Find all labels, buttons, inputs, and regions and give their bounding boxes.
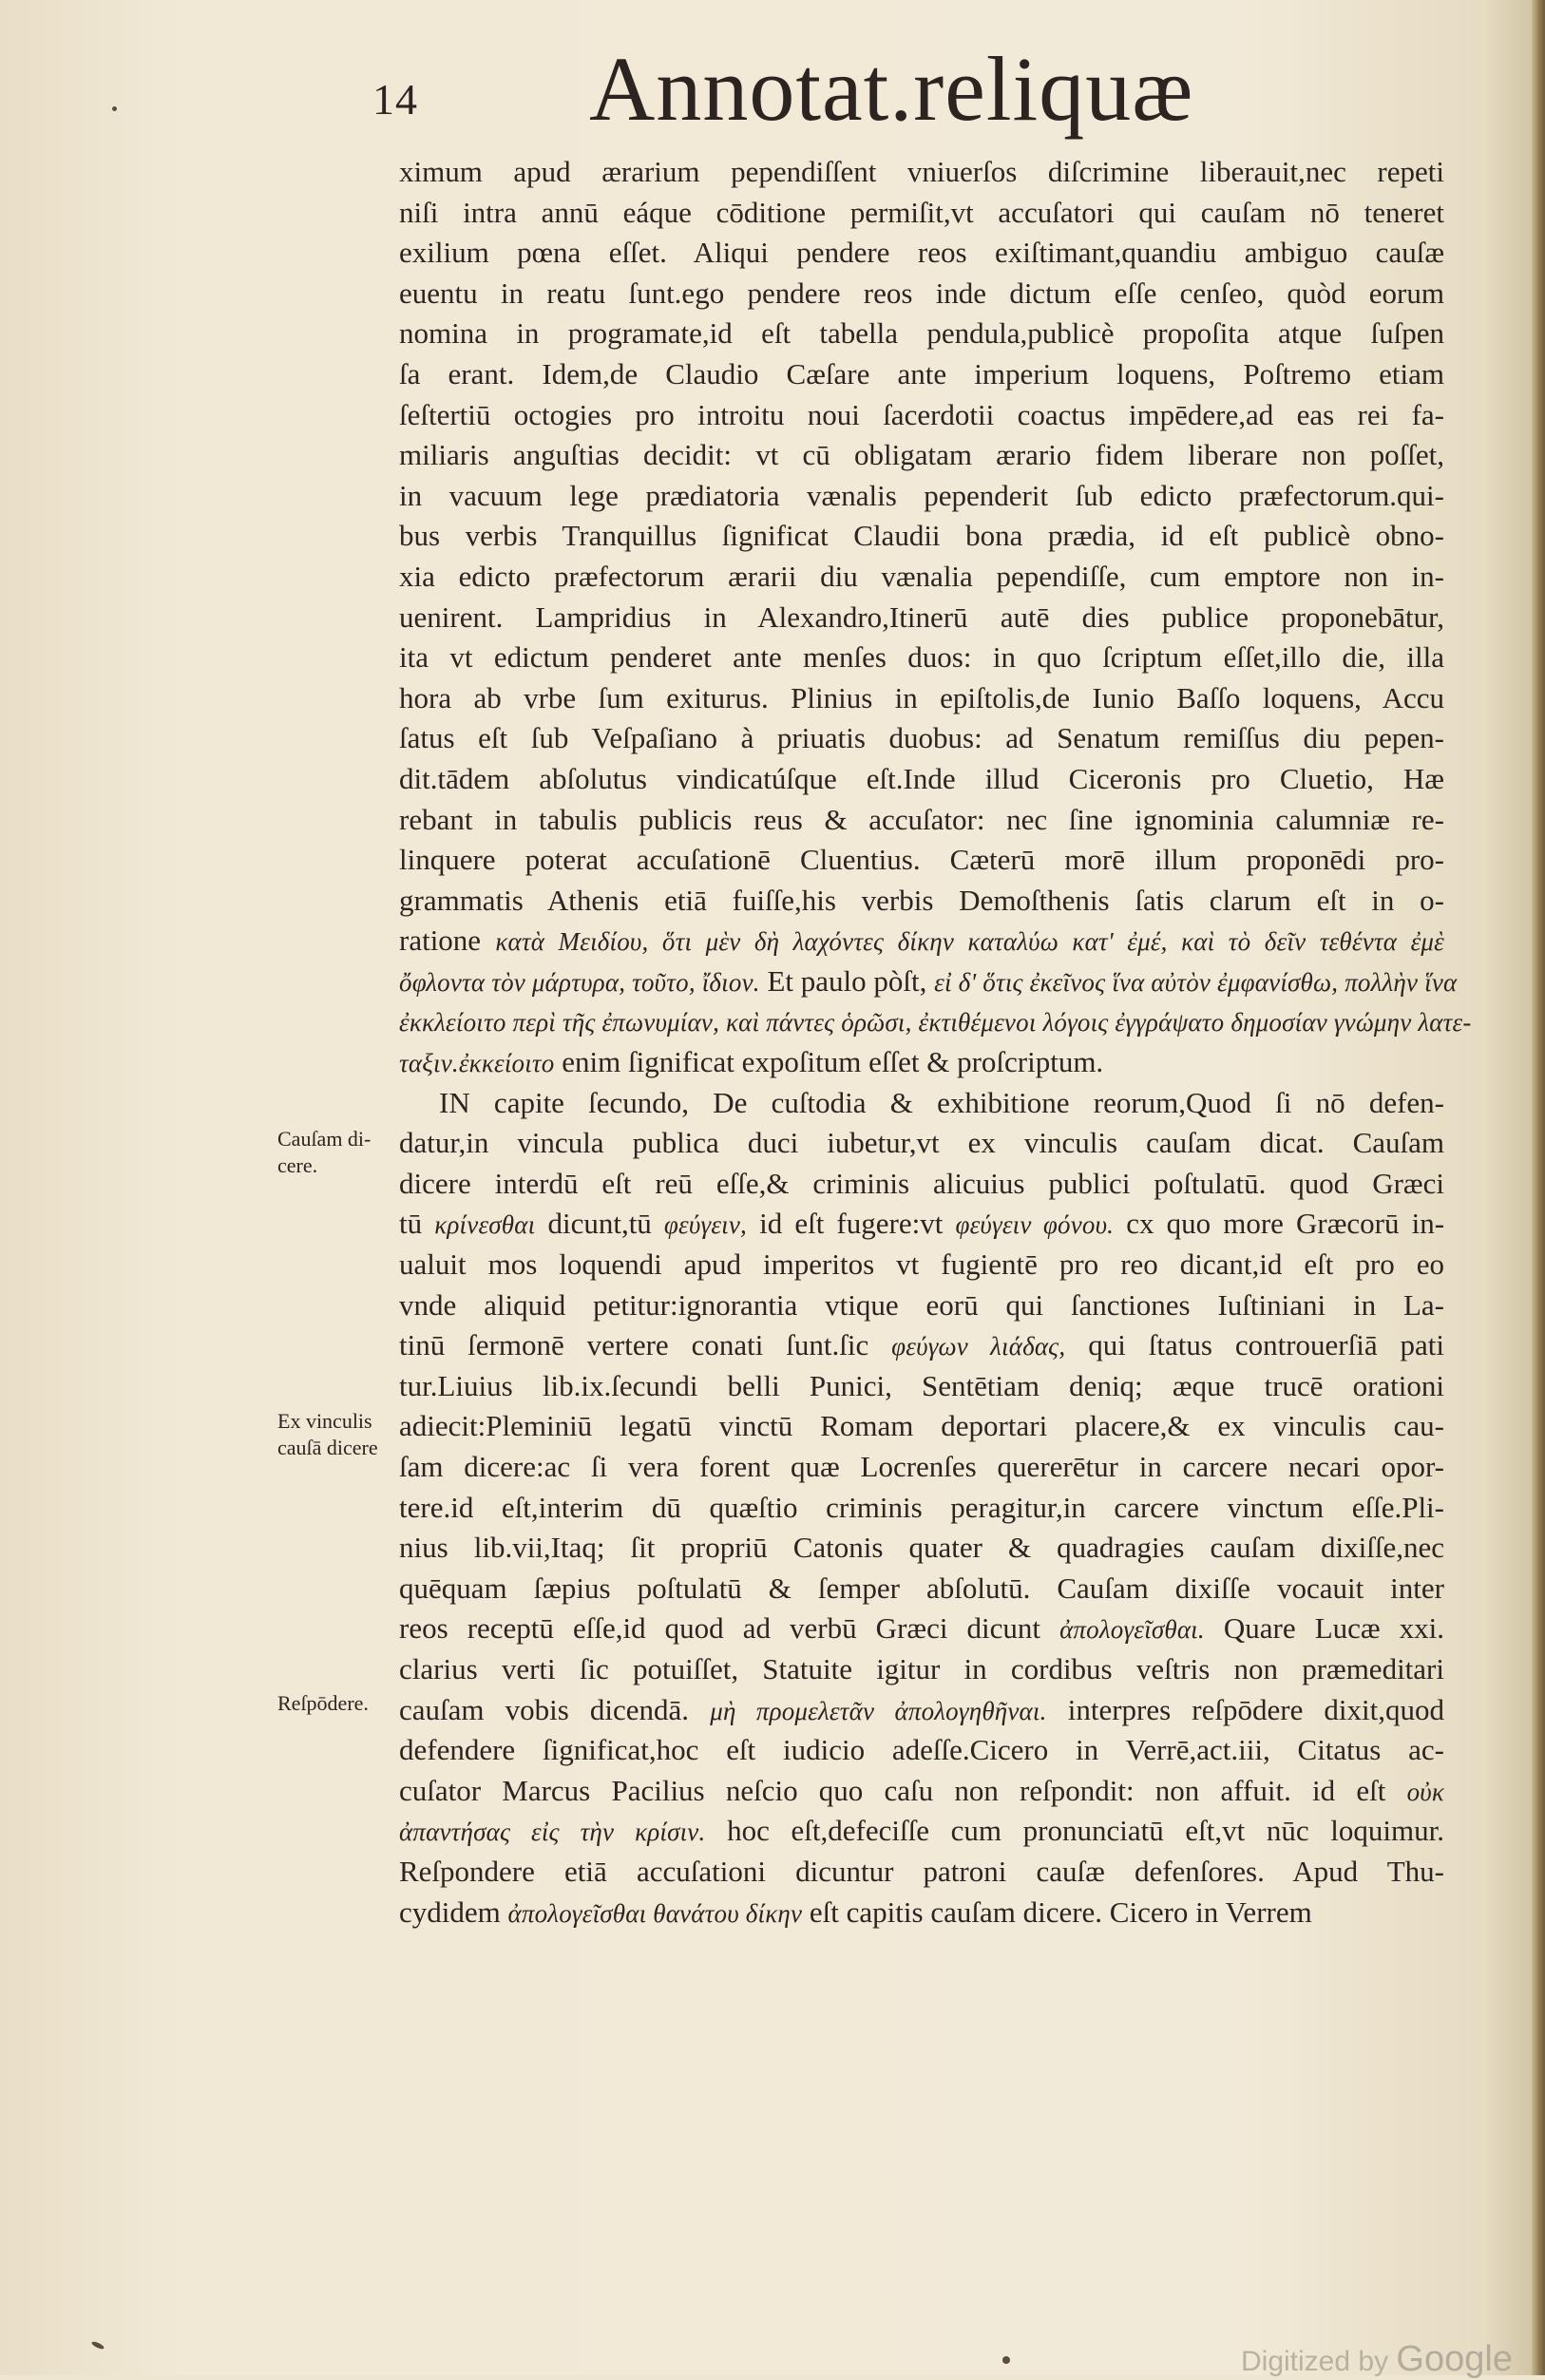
margin-note-line: Reſpōdere. <box>277 1691 369 1715</box>
latin-text: ſam dicere:ac ſi vera forent quæ Locrenſes quererētur in carcere necari opor- <box>399 1450 1444 1483</box>
latin-text: dit.tādem abſolutus vindicatúſque eſt.Inde illud Ciceronis pro Cluetio, Hæ <box>399 761 1444 795</box>
latin-text: IN capite ſecundo, De cuſtodia & exhibitione reorum,Quod ſi nō defen- <box>439 1085 1444 1119</box>
latin-text: ximum apud ærarium pependiſſent vniuerſos diſcrimine liberauit,nec repeti <box>399 155 1444 188</box>
latin-text: hora ab vrbe ſum exiturus. Plinius in epiſtolis,de Iunio Baſſo loquens, Accu <box>399 680 1444 714</box>
body-text <box>399 152 1472 1933</box>
text-line <box>399 1609 1444 1649</box>
text-line <box>399 638 1444 678</box>
latin-text: niſi intra annū eáque cōditione permiſit,vt accuſatori qui cauſam nō teneret <box>399 195 1444 229</box>
text-line <box>399 476 1444 517</box>
latin-text: eſt capitis cauſam dicere. Cicero in Verrem <box>809 1894 1312 1929</box>
latin-text: linquere poterat accuſationē Cluentius. Cæterū morē illum proponēdi pro- <box>399 843 1444 877</box>
greek-quotation: εἰ δ' ὅτις ἐκεῖνος ἵνα αὐτὸν ἐμφανίσθω, πολλὴν ἵνα <box>934 967 1458 997</box>
margin-note-ex-vinculis <box>277 1408 401 1461</box>
latin-text: qui ſtatus controuerſiā pati <box>1088 1328 1444 1362</box>
latin-text: dicere interdū eſt reū eſſe,& criminis alicuius publici poſtulatū. quod Græci <box>399 1166 1444 1200</box>
latin-text: hoc eſt,defeciſſe cum pronunciatū eſt,vt nūc loquimur. <box>727 1814 1445 1848</box>
text-line <box>399 1042 1444 1083</box>
text-line <box>399 1325 1444 1366</box>
latin-text: tū <box>399 1207 423 1241</box>
margin-note-line: cere. <box>277 1153 318 1177</box>
text-line <box>399 921 1444 962</box>
greek-quotation: ἀπολογεῖσθαι θανάτου δίκην <box>507 1898 803 1928</box>
latin-text: clarius verti ſic potuiſſet, Statuite igitur in cordibus veſtris non præmeditari <box>399 1651 1444 1685</box>
digitization-watermark <box>1241 2339 1513 2380</box>
latin-text: ſa erant. Idem,de Claudio Cæſare ante imperium loquens, Poſtremo etiam <box>399 356 1444 390</box>
text-line <box>399 193 1444 234</box>
text-line <box>399 314 1444 354</box>
text-line <box>399 759 1444 800</box>
greek-quotation: ὄφλοντα τὸν μάρτυρα, τοῦτο, ἴδιον. <box>399 967 760 997</box>
text-line <box>399 1730 1444 1771</box>
margin-note-line: Cauſam di- <box>277 1127 372 1151</box>
latin-text: ſeſtertiū octogies pro introitu noui ſacerdotii coactus impēdere,ad eas rei fa- <box>399 397 1444 431</box>
latin-text: cuſator Marcus Pacilius neſcio quo caſu non reſpondit: non affuit. id eſt <box>399 1773 1386 1807</box>
text-line <box>399 1123 1444 1164</box>
text-line <box>399 1488 1444 1529</box>
latin-text: id eſt fugere:vt <box>759 1207 944 1241</box>
latin-text: nius lib.vii,Itaq; ſit propriū Catonis quater & quadragies cauſam dixiſſe,nec <box>399 1531 1444 1565</box>
latin-text: quēquam ſæpius poſtulatū & ſemper abſolutū. Cauſam dixiſſe vocauit inter <box>399 1571 1444 1605</box>
text-line <box>399 1204 1444 1245</box>
latin-text: miliaris anguſtias decidit: vt cū obligatam ærario fidem liberare non poſſet, <box>399 438 1444 472</box>
text-line <box>399 881 1444 922</box>
latin-text: cauſam vobis dicendā. <box>399 1692 690 1726</box>
page-header <box>361 36 1254 141</box>
text-line <box>399 1690 1444 1731</box>
latin-text: cx quo more Græcorū in- <box>1126 1207 1445 1241</box>
latin-text: enim ſignificat expoſitum eſſet & proſcriptum. <box>562 1045 1104 1079</box>
latin-text: euentu in reatu ſunt.ego pendere reos inde dictum eſſe cenſeo, quòd eorum <box>399 276 1444 310</box>
latin-text: tinū ſermonē vertere conati ſunt.ſic <box>399 1328 869 1362</box>
ink-speck <box>112 106 117 111</box>
latin-text: dicunt,tū <box>547 1207 652 1241</box>
latin-text: bus verbis Tranquillus ſignificat Claudii bona prædia, id eſt publicè obno- <box>399 519 1444 553</box>
latin-text: ratione <box>399 923 482 958</box>
google-logo: Google <box>1396 2339 1513 2379</box>
latin-text: tur.Liuius lib.ix.ſecundi belli Punici, Sentētiam deniq; æque trucē orationi <box>399 1368 1444 1402</box>
greek-quotation: ἀπαντήσας εἰς τὴν κρίσιν. <box>399 1818 706 1847</box>
text-line <box>399 1406 1444 1447</box>
running-title: Annotat.reliquæ <box>589 38 1194 140</box>
margin-note-causam-dicere <box>277 1126 401 1179</box>
latin-text: ita vt edictum penderet ante menſes duos: in quo ſcriptum eſſet,illo die, illa <box>399 640 1444 675</box>
text-line <box>399 1852 1444 1893</box>
page-number: 14 <box>372 75 418 124</box>
text-line <box>399 800 1444 841</box>
text-line <box>399 1569 1444 1609</box>
text-line <box>399 678 1444 719</box>
latin-text: vnde aliquid petitur:ignorantia vtique eorū qui ſanctiones Iuſtiniani in La- <box>399 1287 1444 1322</box>
latin-text: reos receptū eſſe,id quod ad verbū Græci dicunt <box>399 1611 1040 1646</box>
ink-speck <box>91 2340 105 2350</box>
text-line <box>399 1893 1444 1933</box>
latin-text: nomina in programate,id eſt tabella pendula,publicè propoſita atque ſuſpen <box>399 316 1444 351</box>
greek-quotation: μὴ προμελετᾶν ἀπολογηθῆναι. <box>710 1696 1047 1725</box>
latin-text: cydidem <box>399 1894 501 1929</box>
page-edge-shadow <box>1532 0 1545 2375</box>
text-line <box>399 274 1444 314</box>
latin-text: xia edicto præfectorum ærarii diu vænalia pependiſſe, cum emptore non in- <box>399 559 1444 593</box>
latin-text: uenirent. Lampridius in Alexandro,Itinerū autē dies publice proponebātur, <box>399 600 1444 634</box>
greek-quotation: ἀπολογεῖσθαι. <box>1059 1615 1205 1645</box>
greek-quotation: φεύγειν φόνου. <box>955 1210 1115 1240</box>
margin-note-line: cauſā dicere <box>277 1436 378 1459</box>
margin-note-respondere <box>277 1690 401 1717</box>
ink-speck <box>1002 2356 1010 2364</box>
text-line <box>399 233 1444 274</box>
text-line <box>399 516 1444 557</box>
latin-text: ſatus eſt ſub Veſpaſiano à priuatis duobus: ad Senatum remiſſus diu pepen- <box>399 721 1444 755</box>
text-line <box>399 1447 1444 1488</box>
text-line <box>399 354 1444 395</box>
text-line <box>399 435 1444 476</box>
text-line <box>399 1001 1472 1042</box>
text-line <box>399 1245 1444 1285</box>
text-line <box>399 1164 1444 1205</box>
greek-quotation: κατὰ Μειδίου, ὅτι μὲν δὴ λαχόντες δίκην καταλύω κατ' ἐμέ, καὶ τὸ δεῖν τεθέντα ἐμὲ <box>495 927 1445 957</box>
text-line <box>399 1366 1444 1407</box>
latin-text: exilium pœna eſſet. Aliqui pendere reos exiſtimant,quandiu ambiguo cauſæ <box>399 236 1444 270</box>
text-line <box>399 718 1444 759</box>
text-line <box>399 840 1444 881</box>
text-line <box>399 1649 1444 1690</box>
latin-text: grammatis Athenis etiā fuiſſe,his verbis Demoſthenis ſatis clarum eſt in o- <box>399 883 1444 917</box>
latin-text: Reſpondere etiā accuſationi dicuntur patroni cauſæ defenſores. Apud Thu- <box>399 1854 1444 1888</box>
watermark-prefix: Digitized by <box>1241 2346 1389 2377</box>
text-line <box>399 152 1444 193</box>
latin-text: in vacuum lege prædiatoria vænalis pependerit ſub edicto præfectorum.qui- <box>399 478 1444 512</box>
text-line <box>399 557 1444 598</box>
latin-text: rebant in tabulis publicis reus & accuſator: nec ſine ignominia calumniæ re- <box>399 802 1444 836</box>
latin-text: datur,in vincula publica duci iubetur,vt ex vinculis cauſam dicat. Cauſam <box>399 1126 1444 1160</box>
latin-text: interpres reſpōdere dixit,quod <box>1067 1692 1445 1726</box>
latin-text: Et paulo pòſt, <box>767 963 927 998</box>
text-line <box>399 1528 1444 1569</box>
greek-quotation: φεύγων λιάδας, <box>891 1332 1066 1361</box>
greek-quotation: ταξιν.ἐκκείοιτο <box>399 1049 555 1078</box>
latin-text: tere.id eſt,interim dū quæſtio criminis peragitur,in carcere vinctum eſſe.Pli- <box>399 1490 1444 1524</box>
greek-quotation: κρίνεσθαι <box>434 1210 536 1240</box>
latin-text: defendere ſignificat,hoc eſt iudicio adeſſe.Cicero in Verrē,act.iii, Citatus ac- <box>399 1733 1444 1767</box>
text-line <box>399 962 1458 1002</box>
greek-quotation: οὐκ <box>1406 1777 1445 1806</box>
text-line <box>399 1771 1444 1812</box>
greek-quotation: ἐκκλείοιτο περὶ τῆς ἐπωνυμίαν, καὶ πάντες ὁρῶσι, ἐκτιθέμενοι λόγοις ἐγγράψατο δημοσίαν γνώμην λατε- <box>399 1008 1472 1038</box>
text-line <box>399 1285 1444 1326</box>
latin-text: Quare Lucæ xxi. <box>1223 1611 1444 1646</box>
greek-quotation: φεύγειν, <box>663 1210 748 1240</box>
latin-text: adiecit:Pleminiū legatū vinctū Romam deportari placere,& ex vinculis cau- <box>399 1409 1444 1443</box>
text-line <box>399 1811 1444 1852</box>
margin-note-line: Ex vinculis <box>277 1409 372 1433</box>
text-line <box>399 1083 1444 1124</box>
text-line <box>399 395 1444 436</box>
latin-text: ualuit mos loquendi apud imperitos vt fugientē pro reo dicant,id eſt pro eo <box>399 1247 1444 1282</box>
text-line <box>399 598 1444 638</box>
